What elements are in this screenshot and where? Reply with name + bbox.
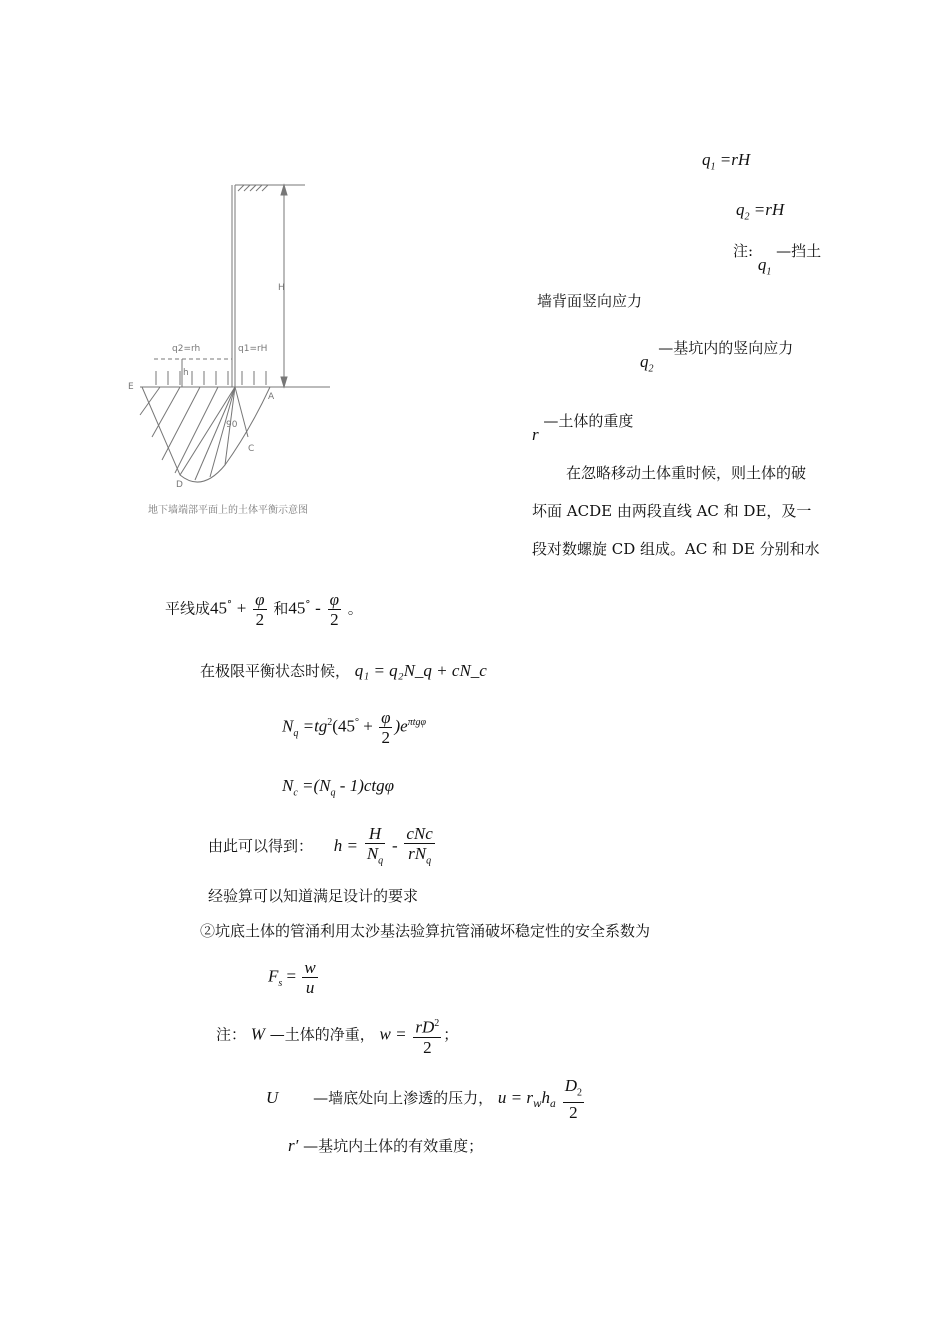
label-q2: q2=rh bbox=[172, 344, 201, 354]
figure-caption: 地下墙端部平面上的土体平衡示意图 bbox=[148, 505, 308, 516]
eq-q2: $q_2 =rH$ bbox=[736, 200, 785, 223]
Nc-formula: $N_c =(N_q - 1)ctg\varphi$ bbox=[282, 776, 395, 799]
label-A: A bbox=[268, 392, 275, 402]
limit-state-line: 在极限平衡状态时候， q₁ = q₂N_q + cN_c bbox=[200, 661, 487, 680]
eq-q1: $q_1 =rH$ bbox=[702, 150, 751, 173]
limit-state-formula: q₁ = q₂N_q + cN_c bbox=[354, 661, 487, 680]
note-q1-cont: 墙背面竖向应力 bbox=[537, 292, 643, 310]
label-C: C bbox=[248, 444, 255, 454]
paragraph-line-2: 坏面 ACDE 由两段直线 AC 和 DE，及一 bbox=[532, 502, 812, 520]
note-w: 注： W —土体的净重， w = $\frac{rD^2}{2}$ ； bbox=[216, 1014, 458, 1057]
note-r: r —土体的重度 bbox=[532, 412, 634, 444]
Fs-formula: $F_s$ = $\frac{w}{u}$ bbox=[268, 958, 316, 997]
failure-surface bbox=[142, 387, 270, 482]
note-r-prime: r′ —基坑内土体的有效重度； bbox=[288, 1136, 484, 1155]
label-H: H bbox=[278, 283, 285, 293]
note-q2: $q_2$ —基坑内的竖向应力 bbox=[640, 339, 794, 375]
note-q1: 注: $q_1$ —挡土 bbox=[733, 242, 822, 278]
check-text: 经验算可以知道满足设计的要求 bbox=[208, 887, 419, 905]
h-formula-line: 由此可以得到： h = $\frac{H}{N_q}$ - $\frac{\text{cNc}}{rN_q}$ bbox=[208, 824, 433, 867]
label-angle: 90 bbox=[226, 420, 238, 430]
angles-line: 平线成45° + $\frac{\varphi}{2}$ 和45° - $\frac{\varphi}{2}$ 。 bbox=[165, 590, 363, 629]
paragraph-line-3: 段对数螺旋 CD 组成。AC 和 DE 分别和水 bbox=[532, 540, 820, 558]
soil-equilibrium-figure bbox=[120, 175, 340, 520]
label-D: D bbox=[176, 480, 183, 490]
piping-title: ②坑底土体的管涌利用太沙基法验算抗管涌破坏稳定性的安全系数为 bbox=[200, 922, 651, 940]
label-q1: q1=rH bbox=[238, 344, 268, 354]
paragraph-line-1: 在忽略移动土体重时候，则土体的破 bbox=[566, 464, 807, 482]
note-u: U —墙底处向上渗透的压力， $u = r_wh_a$ $\frac{D_2}{2}$ bbox=[266, 1076, 583, 1123]
label-h: h bbox=[183, 368, 189, 378]
Nq-formula: $N_q =tg^2(45^\circ$ + $\frac{\varphi}{2}$ )$e^{\pi tg\varphi}$ bbox=[282, 708, 427, 747]
label-E: E bbox=[128, 382, 134, 392]
